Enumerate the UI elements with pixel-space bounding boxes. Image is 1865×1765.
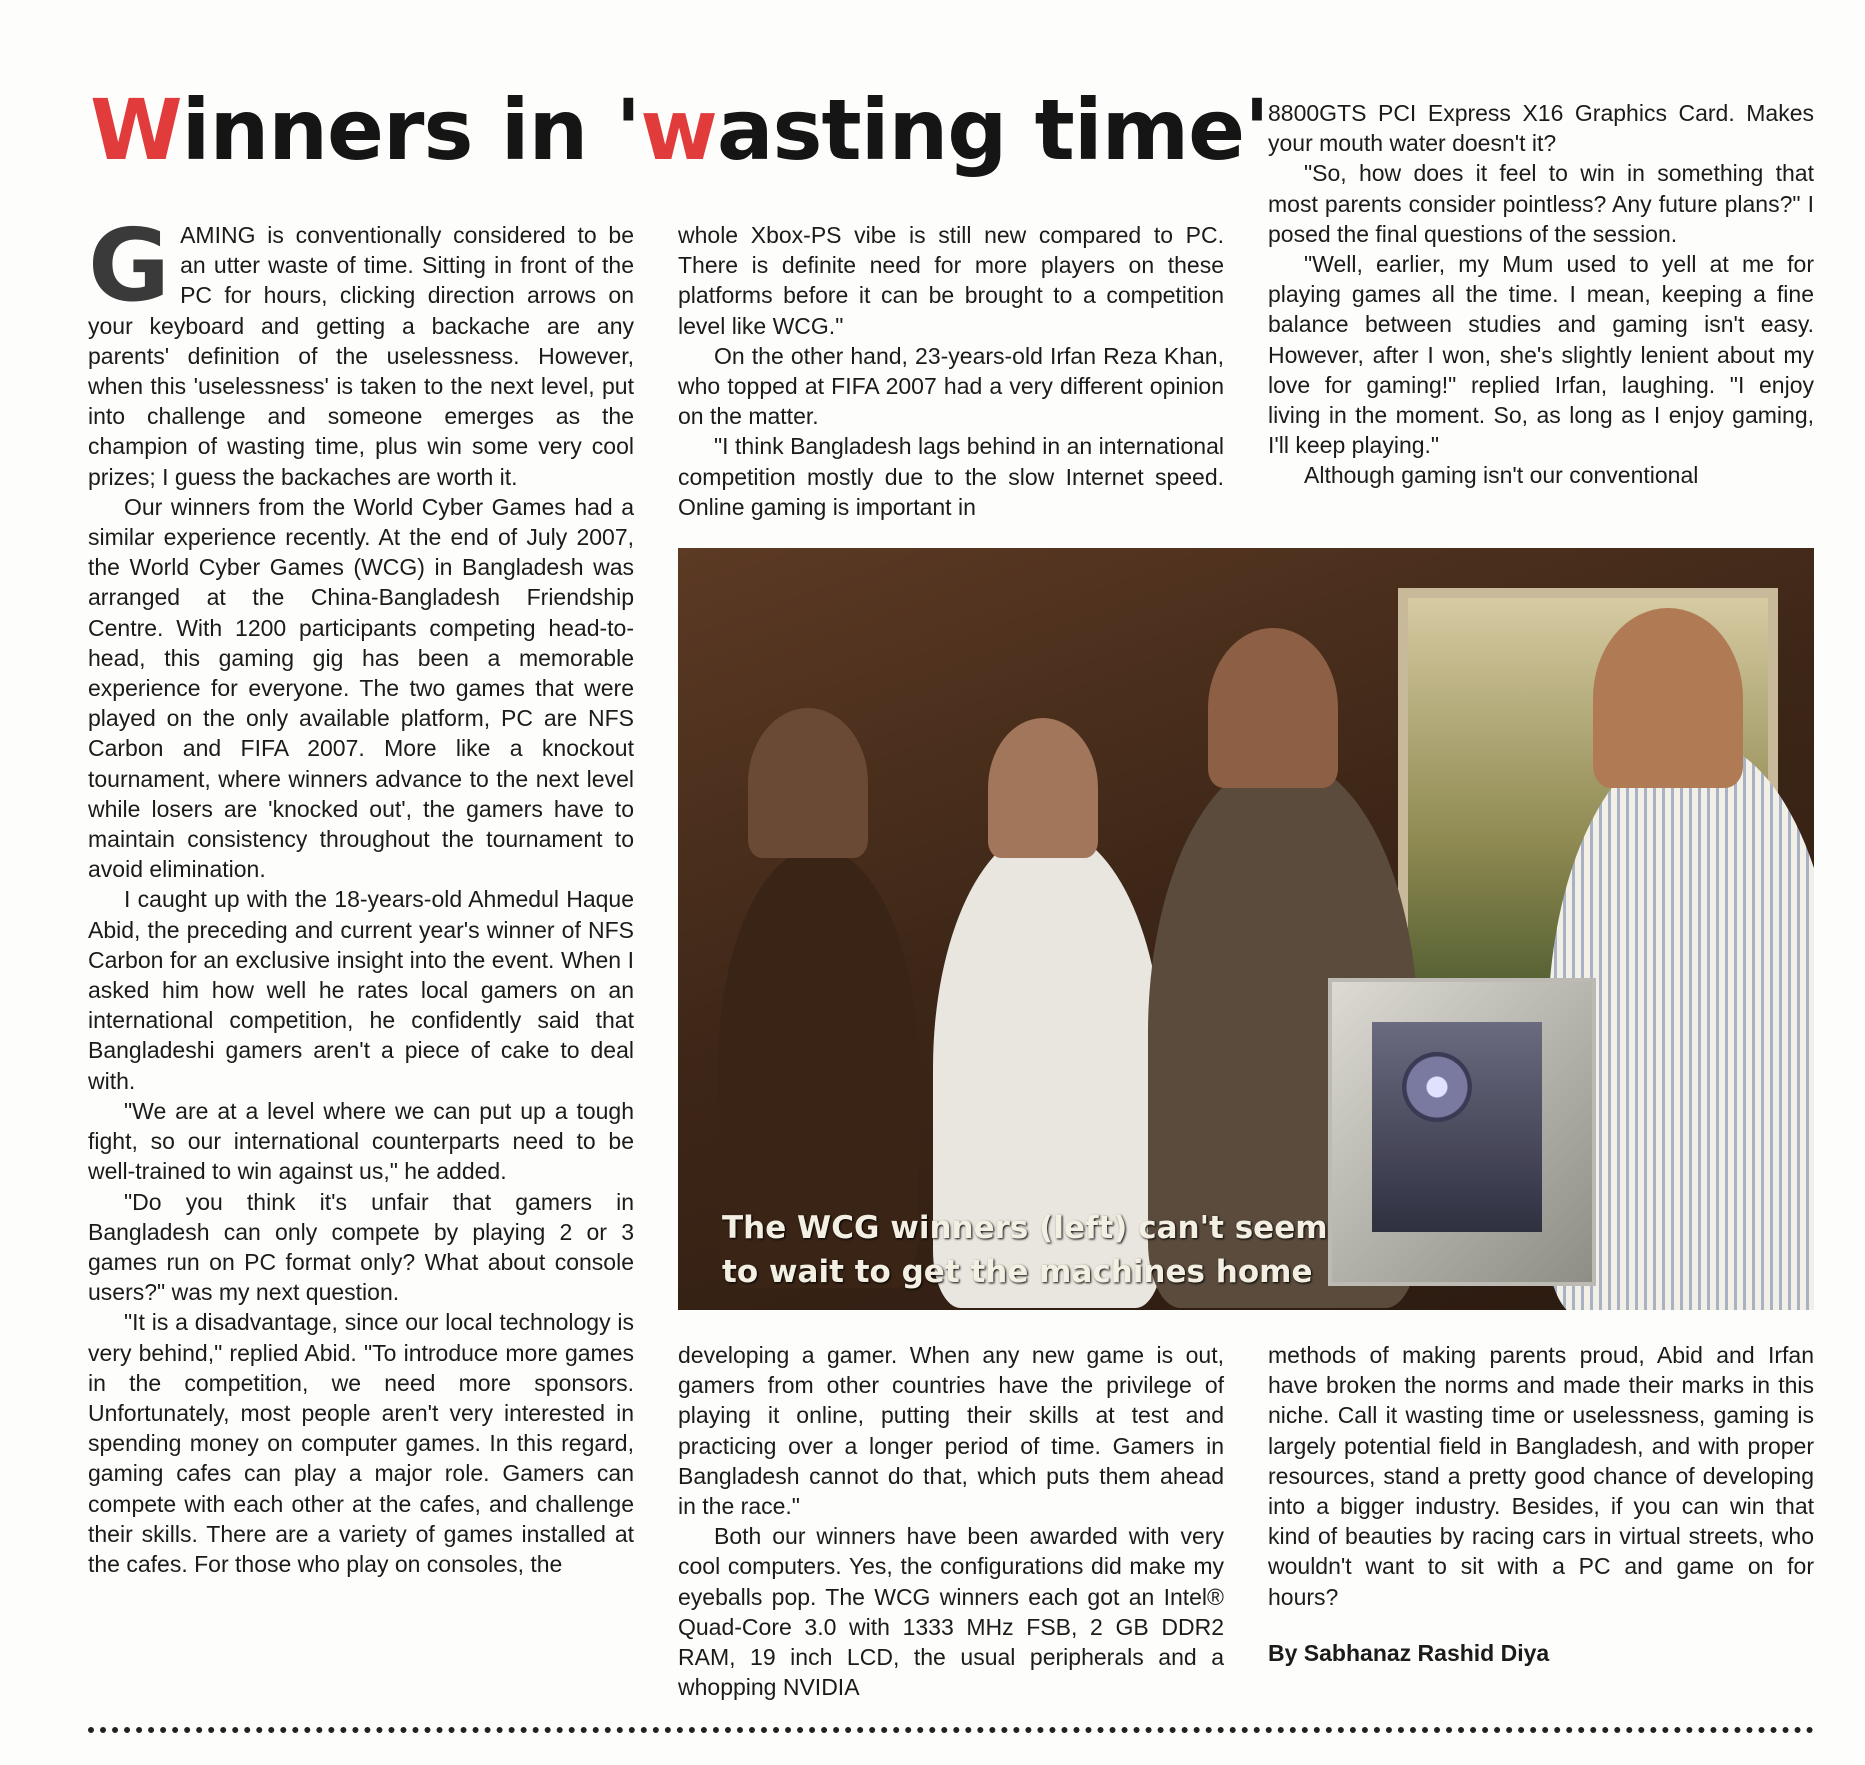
drop-cap: G	[88, 207, 171, 324]
person-3-head	[1208, 628, 1338, 788]
photo-caption	[722, 1206, 1328, 1294]
paragraph: "It is a disadvantage, since our local technology is very behind," replied Abid. "To introduce more games in the competition, we need more sponsors. Unfortunately, most people aren't very interested in spending money on computer games. In this regard, gaming cafes can play a major role. Gamers can compete with each other at the cafes, and challenge their skills. There are a variety of games installed at the cafes. For those who play on consoles, the	[88, 1309, 634, 1577]
paragraph: On the other hand, 23-years-old Irfan Reza Khan, who topped at FIFA 2007 had a very different opinion on the matter.	[678, 342, 1224, 430]
column-1	[88, 207, 634, 1579]
person-4-head	[1593, 608, 1743, 788]
paragraph: "Well, earlier, my Mum used to yell at me for playing games all the time. I mean, keeping a fine balance between studies and gaming isn't easy. However, after I won, she's slightly lenient about my love for gaming!" replied Irfan, laughing. "I enjoy living in the moment. So, as long as I enjoy gaming, I'll keep playing."	[1268, 251, 1814, 459]
byline: By Sabhanaz Rashid Diya	[1268, 1639, 1550, 1666]
paragraph: "We are at a level where we can put up a tough fight, so our international counterparts need to be well-trained to win against us," he added.	[88, 1097, 634, 1185]
headline-part-1: inners in '	[181, 81, 641, 179]
paragraph: Although gaming isn't our conventional	[1304, 462, 1699, 489]
computer-case	[1328, 978, 1596, 1286]
column-2-top	[678, 220, 1224, 522]
paragraph: Both our winners have been awarded with very cool computers. Yes, the configurations did make my eyeballs pop. The WCG winners each got an Intel® Quad-Core 3.0 with 1333 MHz FSB, 2 GB DDR2 RAM, 19 inch LCD, the usual peripherals and a whopping NVIDIA	[678, 1523, 1224, 1701]
paragraph: Our winners from the World Cyber Games had a similar experience recently. At the end of July 2007, the World Cyber Games (WCG) in Bangladesh was arranged at the China-Bangladesh Friendship Centre. With 1200 participants competing head-to-head, this gaming gig has been a memorable experience for everyone. The two games that were played on the only available platform, PC are NFS Carbon and FIFA 2007. More like a knockout tournament, where winners advance to the next level while losers are 'knocked out', the gamers have to maintain consistency throughout the tournament to avoid elimination.	[88, 493, 634, 883]
paragraph: 8800GTS PCI Express X16 Graphics Card. Makes your mouth water doesn't it?	[1268, 100, 1814, 157]
dotted-rule	[88, 1727, 1814, 1733]
headline-part-2: asting time'	[716, 81, 1269, 179]
paragraph: "I think Bangladesh lags behind in an international competition mostly due to the slow Internet speed. Online gaming is important in	[678, 433, 1224, 520]
article-photo	[678, 548, 1814, 1310]
paragraph: "So, how does it feel to win in something that most parents consider pointless? Any future plans?" I posed the final questions of the session.	[1268, 160, 1814, 247]
paragraph-text: AMING is conventionally considered to be an utter waste of time. Sitting in front of the PC for hours, clicking direction arrows on your keyboard and getting a backache are any parents' definition of the uselessness. However, when this 'uselessness' is taken to the next level, put into challenge and someone emerges as the champion of wasting time, plus win some very cool prizes; I guess the backaches are worth it.	[88, 222, 634, 490]
paragraph: whole Xbox-PS vibe is still new compared to PC. There is definite need for more players on these platforms before it can be brought to a competition level like WCG."	[678, 222, 1224, 339]
column-2-bottom	[678, 1340, 1224, 1702]
headline-accent-2: w	[640, 81, 717, 179]
column-3-bottom	[1268, 1340, 1814, 1668]
paragraph: developing a gamer. When any new game is out, gamers from other countries have the privilege of playing it online, putting their skills at test and practicing over a longer period of time. Gamers in Bangladesh cannot do that, which puts them ahead in the race."	[678, 1342, 1224, 1520]
paragraph: methods of making parents proud, Abid and Irfan have broken the norms and made their marks in this niche. Call it wasting time or uselessness, gaming is largely potential field in Bangladesh, and with proper resources, stand a pretty good chance of developing into a bigger industry. Besides, if you can win that kind of beauties by racing cars in virtual streets, who wouldn't want to sit with a PC and game on for hours?	[1268, 1342, 1814, 1610]
person-2-head	[988, 718, 1098, 858]
fan-icon	[1402, 1052, 1472, 1122]
caption-line: The WCG winners (left) can't seem	[722, 1210, 1328, 1246]
caption-line: to wait to get the machines home	[722, 1254, 1313, 1290]
column-3-top	[1268, 98, 1814, 491]
headline	[90, 80, 1269, 180]
person-1-head	[748, 708, 868, 858]
headline-accent-1: W	[90, 81, 182, 179]
paragraph: "Do you think it's unfair that gamers in Bangladesh can only compete by playing 2 or 3 games run on PC format only? What about console users?" was my next question.	[88, 1188, 634, 1306]
paragraph	[88, 207, 634, 492]
paragraph: I caught up with the 18-years-old Ahmedul Haque Abid, the preceding and current year's winner of NFS Carbon for an exclusive insight into the event. When I asked him how well he rates local gamers on an international competition, he confidently said that Bangladeshi gamers aren't a piece of cake to deal with.	[88, 886, 634, 1094]
